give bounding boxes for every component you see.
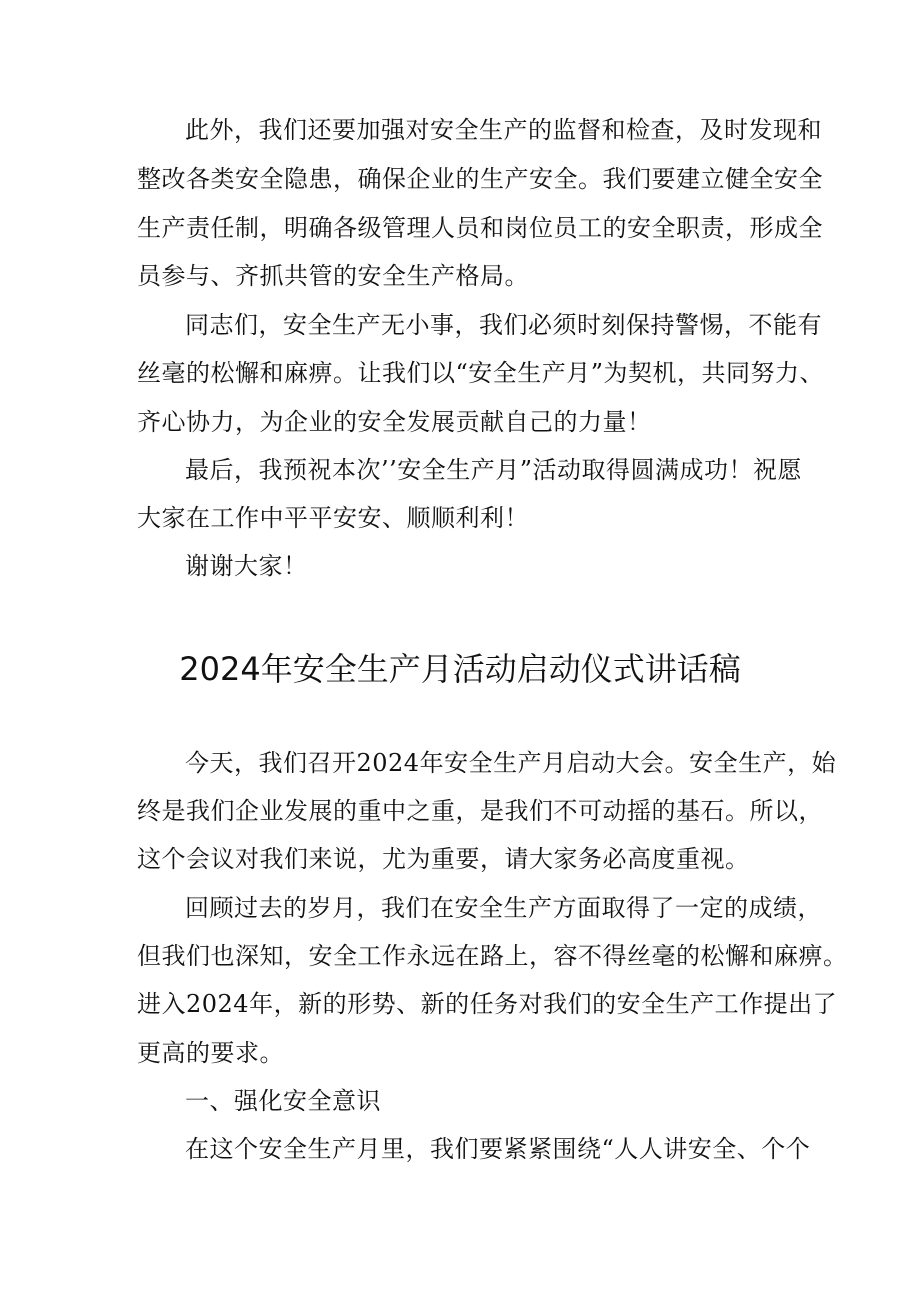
- paragraph-2-line-1: 同志们，安全生产无小事，我们必须时刻保持警惕，不能有: [185, 311, 822, 339]
- paragraph-2-line-2: 丝毫的松懈和麻痹。让我们以“安全生产月”为契机，共同努力、: [137, 359, 825, 387]
- paragraph-3-line-1: 最后，我预祝本次’’安全生产月”活动取得圆满成功！祝愿: [185, 456, 803, 484]
- paragraph-2-line-3: 齐心协力，为企业的安全发展贡献自己的力量！: [137, 408, 652, 436]
- paragraph-1-line-3: 生产责任制，明确各级管理人员和岗位员工的安全职责，形成全: [137, 214, 823, 242]
- body-paragraph-2-line-4: 更高的要求。: [137, 1039, 284, 1067]
- body-paragraph-1-line-1: 今天，我们召开2024年安全生产月启动大会。安全生产，始: [185, 749, 837, 777]
- paragraph-1-line-4: 员参与、齐抓共管的安全生产格局。: [137, 262, 529, 290]
- body-paragraph-2-line-2: 但我们也深知，安全工作永远在路上，容不得丝毫的松懈和麻痹。: [137, 942, 848, 970]
- paragraph-1-line-1: 此外，我们还要加强对安全生产的监督和检查，及时发现和: [185, 116, 822, 144]
- body-paragraph-1-line-2: 终是我们企业发展的重中之重，是我们不可动摇的基石。所以，: [137, 797, 823, 825]
- body-paragraph-1-line-3: 这个会议对我们来说，尤为重要，请大家务必高度重视。: [137, 845, 750, 873]
- body-paragraph-3-line-1: 在这个安全生产月里，我们要紧紧围绕“人人讲安全、个个: [185, 1135, 811, 1163]
- paragraph-1-line-2: 整改各类安全隐患，确保企业的生产安全。我们要建立健全安全: [137, 165, 823, 193]
- body-paragraph-2-line-3: 进入2024年，新的形势、新的任务对我们的安全生产工作提出了: [137, 990, 838, 1018]
- body-paragraph-2-line-1: 回顾过去的岁月，我们在安全生产方面取得了一定的成绩，: [185, 894, 822, 922]
- document-title: 2024年安全生产月活动启动仪式讲话稿: [179, 650, 741, 688]
- paragraph-3-line-2: 大家在工作中平平安安、顺顺利利！: [137, 504, 529, 532]
- section-heading-1: 一、强化安全意识: [185, 1087, 381, 1115]
- closing-thanks: 谢谢大家！: [185, 552, 308, 580]
